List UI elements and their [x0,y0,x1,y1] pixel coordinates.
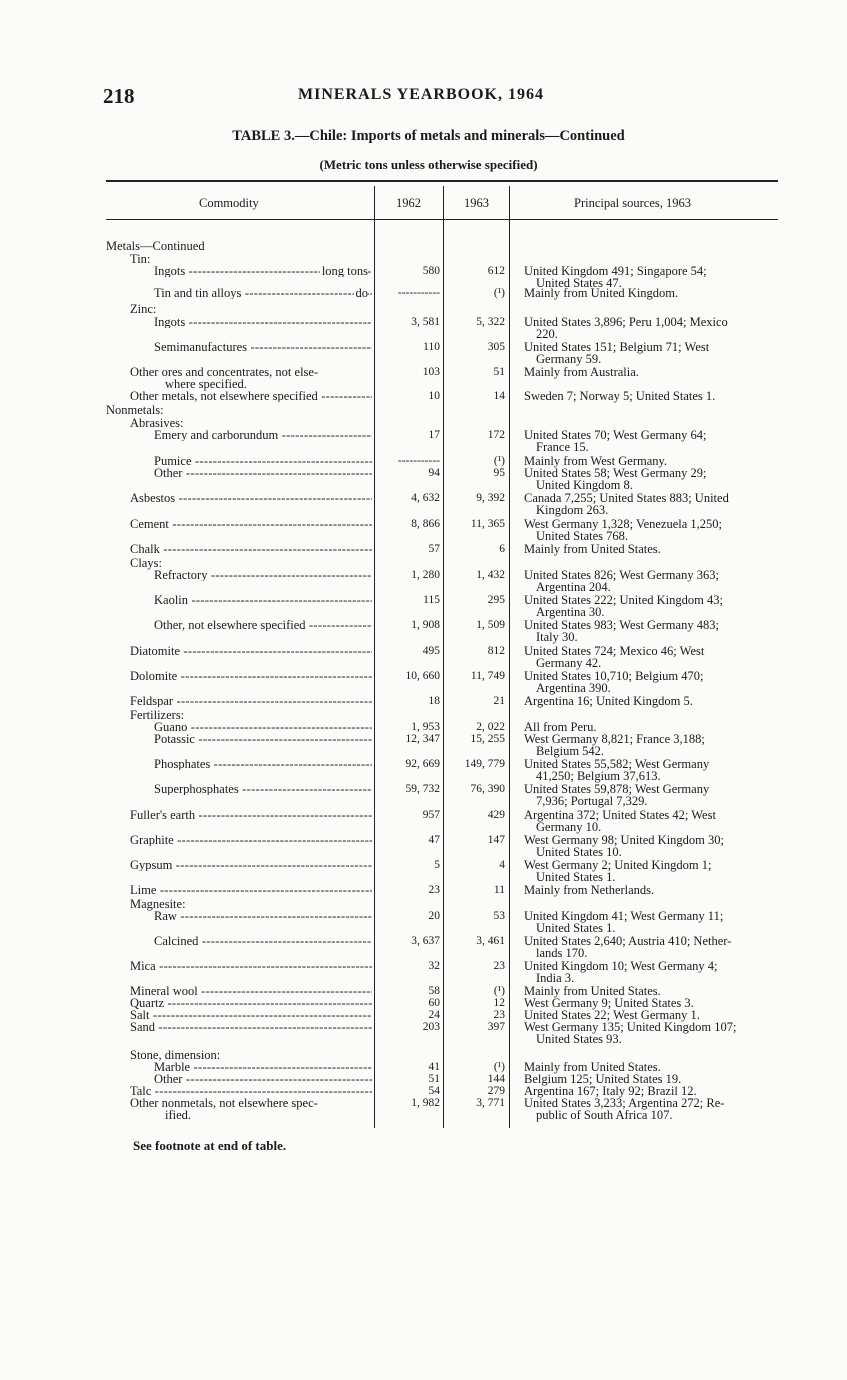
value-1962: 18 [428,695,440,707]
commodity-label: Quartz ----- [130,997,372,1009]
value-1963: 305 [487,341,505,353]
principal-sources [524,910,784,934]
value-1963: 6 [499,543,505,555]
commodity-label: Sand ----- [130,1021,372,1033]
value-1962: 3, 637 [411,935,440,947]
value-1962: 1, 982 [411,1097,440,1109]
source-line: Mainly from West Germany. [524,454,668,468]
source-line: 220. [536,327,558,341]
source-line: Mainly from United States. [524,1060,661,1074]
source-line: Germany 42. [536,656,602,670]
table-subtitle: (Metric tons unless otherwise specified) [319,157,538,172]
source-line: West Germany 98; United Kingdom 30; [524,833,725,847]
principal-sources [524,809,784,833]
commodity-label: Calcined ----- [154,935,372,947]
commodity-label: Diatomite ----- [130,645,372,657]
principal-sources [524,733,784,757]
column-divider [374,186,375,1128]
commodity-label: Ingots long tons ----- [154,265,372,277]
commodity-label: Salt ----- [130,1009,372,1021]
value-1962: 110 [423,341,440,353]
commodity-label: Lime ----- [130,884,372,896]
principal-sources [524,645,784,669]
source-line: Mainly from Netherlands. [524,883,655,897]
value-1963: (¹) [493,1061,505,1073]
column-divider [443,186,444,1128]
principal-sources [524,859,784,883]
value-1963: 95 [493,467,505,479]
commodity-label: Semimanufactures ----- [154,341,372,353]
principal-sources [524,287,784,299]
source-line: United States 151; Belgium 71; West [524,340,710,354]
commodity-label: ified. [165,1108,192,1122]
value-1962: 103 [422,366,440,378]
value-1962: 115 [423,594,440,606]
value-1962: 495 [422,645,440,657]
commodity-label: Fertilizers: [130,708,185,722]
commodity-label: Nonmetals: [106,403,164,417]
source-line: United Kingdom 10; West Germany 4; [524,959,718,973]
value-1963: 51 [493,366,505,378]
value-1962: 92, 669 [405,758,440,770]
value-1962: 57 [428,543,440,555]
value-1962: 10, 660 [405,670,440,682]
principal-sources [524,467,784,491]
value-1962: 4, 632 [411,492,440,504]
value-1962: 1, 280 [411,569,440,581]
principal-sources [524,492,784,516]
principal-sources [524,935,784,959]
value-1962: 94 [428,467,440,479]
commodity-label: Refractory ----- [154,569,372,581]
principal-sources [524,960,784,984]
commodity-label: Superphosphates ----- [154,783,372,795]
commodity-label: Mica ----- [130,960,372,972]
value-1962: 23 [428,884,440,896]
commodity-label: Graphite ----- [130,834,372,846]
source-line: Sweden 7; Norway 5; United States 1. [524,389,716,403]
source-line: Belgium 125; United States 19. [524,1072,682,1086]
source-line: United Kingdom 41; West Germany 11; [524,909,724,923]
source-line: India 3. [536,971,575,985]
footnote-reference: See footnote at end of table. [133,1138,287,1153]
principal-sources [524,316,784,340]
source-line: United States 1. [536,870,616,884]
value-1963: 14 [493,390,505,402]
source-line: West Germany 1,328; Venezuela 1,250; [524,517,723,531]
value-1962: ----------- [397,455,440,467]
commodity-label: Ingots ----- [154,316,372,328]
value-1963: 295 [487,594,505,606]
column-divider [509,186,510,1128]
source-line: West Germany 135; United Kingdom 107; [524,1020,737,1034]
source-line: Germany 59. [536,352,602,366]
principal-sources [524,569,784,593]
source-line: United States 724; Mexico 46; West [524,644,705,658]
source-line: United States 983; West Germany 483; [524,618,719,632]
source-line: France 15. [536,440,589,454]
principal-sources [524,695,784,707]
value-1963: 1, 432 [476,569,505,581]
value-1962: 1, 908 [411,619,440,631]
source-line: United States 47. [536,276,622,290]
header-1962: 1962 [396,196,421,210]
source-line: Argentina 204. [536,580,611,594]
principal-sources [524,366,784,378]
value-1963: (¹) [493,985,505,997]
principal-sources [524,670,784,694]
unit-label: do [355,287,368,299]
commodity-label: Other ores and concentrates, not else- [130,365,319,379]
value-1963: 23 [493,1009,505,1021]
value-1962: 10 [428,390,440,402]
value-1962: 60 [428,997,440,1009]
source-line: United States 2,640; Austria 410; Nether- [524,934,732,948]
value-1962: 957 [422,809,440,821]
commodity-label: Asbestos ----- [130,492,372,504]
principal-sources [524,390,784,402]
source-line: United States 10,710; Belgium 470; [524,669,704,683]
value-1963: 279 [487,1085,505,1097]
commodity-label: Other metals, not elsewhere specified ----- [130,390,372,402]
commodity-label: Feldspar ----- [130,695,372,707]
source-line: United States 59,878; West Germany [524,782,710,796]
page-number: 218 [103,84,135,108]
principal-sources [524,594,784,618]
source-line: United States 55,582; West Germany [524,757,710,771]
source-line: 7,936; Portugal 7,329. [536,794,648,808]
commodity-label: Other, not elsewhere specified ----- [154,619,372,631]
value-1963: 147 [487,834,505,846]
source-line: Germany 10. [536,820,602,834]
source-line: Argentina 372; United States 42; West [524,808,716,822]
source-line: West Germany 2; United Kingdom 1; [524,858,712,872]
value-1963: 429 [487,809,505,821]
source-line: Kingdom 263. [536,503,609,517]
value-1963: 11, 749 [470,670,505,682]
value-1962: 12, 347 [405,733,440,745]
source-line: United States 22; West Germany 1. [524,1008,700,1022]
source-line: United States 70; West Germany 64; [524,428,707,442]
value-1962: 580 [422,265,440,277]
value-1962: 24 [428,1009,440,1021]
value-1963: 172 [487,429,505,441]
principal-sources [524,429,784,453]
value-1963: 3, 461 [476,935,505,947]
value-1962: 203 [422,1021,440,1033]
value-1963: 144 [487,1073,505,1085]
value-1963: 1, 509 [476,619,505,631]
source-line: Canada 7,255; United States 883; United [524,491,729,505]
value-1962: 8, 866 [411,518,440,530]
source-line: Argentina 167; Italy 92; Brazil 12. [524,1084,697,1098]
source-line: Mainly from United States. [524,984,661,998]
commodity-label: Guano ----- [154,721,372,733]
value-1962: 47 [428,834,440,846]
value-1962: 59, 732 [405,783,440,795]
principal-sources [524,1097,784,1121]
commodity-label: where specified. [165,377,247,391]
value-1963: 5, 322 [476,316,505,328]
source-line: United States 1. [536,921,616,935]
source-line: Argentina 30. [536,605,605,619]
source-line: United States 222; United Kingdom 43; [524,593,723,607]
commodity-label: Abrasives: [130,416,184,430]
source-line: lands 170. [536,946,588,960]
principal-sources [524,758,784,782]
commodity-label: Marble ----- [154,1061,372,1073]
source-line: United States 3,233; Argentina 272; Re- [524,1096,725,1110]
principal-sources [524,783,784,807]
source-line: All from Peru. [524,720,597,734]
commodity-label: Chalk ----- [130,543,372,555]
value-1962: 5 [434,859,440,871]
source-line: Mainly from Australia. [524,365,639,379]
value-1963: 812 [487,645,505,657]
value-1962: 20 [428,910,440,922]
principal-sources [524,543,784,555]
value-1962: ----------- [397,287,440,299]
value-1963: (¹) [493,455,505,467]
value-1962: 51 [428,1073,440,1085]
value-1963: 11 [493,884,505,896]
value-1963: 11, 365 [470,518,505,530]
value-1962: 1, 953 [411,721,440,733]
source-line: United States 93. [536,1032,622,1046]
commodity-label: Clays: [130,556,162,570]
commodity-label: Tin: [130,252,151,266]
commodity-label: Other ----- [154,467,372,479]
source-line: United States 58; West Germany 29; [524,466,707,480]
source-line: Argentina 390. [536,681,611,695]
value-1963: 612 [487,265,505,277]
principal-sources [524,1021,784,1045]
commodity-label: Other nonmetals, not elsewhere spec- [130,1096,318,1110]
commodity-label: Talc ----- [130,1085,372,1097]
value-1962: 58 [428,985,440,997]
principal-sources [524,884,784,896]
source-line: United Kingdom 8. [536,478,633,492]
source-line: Belgium 542. [536,744,605,758]
commodity-label: Mineral wool ----- [130,985,372,997]
value-1963: 53 [493,910,505,922]
value-1963: 3, 771 [476,1097,505,1109]
commodity-label: Zinc: [130,302,157,316]
unit-label: long tons [321,265,368,277]
source-line: United States 3,896; Peru 1,004; Mexico [524,315,728,329]
header-1963: 1963 [464,196,489,210]
commodity-label: Gypsum ----- [130,859,372,871]
principal-sources [524,341,784,365]
commodity-label: Cement ----- [130,518,372,530]
commodity-label: Pumice ----- [154,455,372,467]
value-1963: 15, 255 [470,733,505,745]
value-1963: 21 [493,695,505,707]
source-line: 41,250; Belgium 37,613. [536,769,661,783]
commodity-label: Other ----- [154,1073,372,1085]
value-1963: 12 [493,997,505,1009]
header-commodity: Commodity [199,196,259,210]
value-1963: 9, 392 [476,492,505,504]
principal-sources [524,518,784,542]
source-line: Argentina 16; United Kingdom 5. [524,694,693,708]
value-1962: 17 [428,429,440,441]
value-1963: 4 [499,859,505,871]
source-line: West Germany 8,821; France 3,188; [524,732,705,746]
value-1963: 76, 390 [470,783,505,795]
commodity-label: Dolomite ----- [130,670,372,682]
value-1963: 2, 022 [476,721,505,733]
source-line: United States 826; West Germany 363; [524,568,719,582]
value-1963: 397 [487,1021,505,1033]
source-line: United States 768. [536,529,629,543]
header-bottom-rule [106,219,778,220]
commodity-label: Fuller's earth ----- [130,809,372,821]
source-line: Mainly from United States. [524,542,661,556]
source-line: West Germany 9; United States 3. [524,996,694,1010]
table-top-rule [106,180,778,182]
source-line: Mainly from United Kingdom. [524,286,679,300]
commodity-label: Raw ----- [154,910,372,922]
value-1963: 149, 779 [464,758,505,770]
commodity-label: Tin and tin alloys do ----- [154,287,372,299]
source-line: United States 10. [536,845,622,859]
source-line: public of South Africa 107. [536,1108,673,1122]
commodity-label: Metals—Continued [106,239,205,253]
principal-sources [524,619,784,643]
commodity-label: Magnesite: [130,897,186,911]
value-1963: 23 [493,960,505,972]
principal-sources [524,834,784,858]
commodity-label: Emery and carborundum ----- [154,429,372,441]
value-1962: 3, 581 [411,316,440,328]
value-1962: 54 [428,1085,440,1097]
value-1962: 41 [428,1061,440,1073]
header-principal-sources: Principal sources, 1963 [574,196,691,210]
commodity-label: Potassic ----- [154,733,372,745]
source-line: Italy 30. [536,630,578,644]
commodity-label: Stone, dimension: [130,1048,221,1062]
value-1962: 32 [428,960,440,972]
value-1963: (¹) [493,287,505,299]
commodity-label: Phosphates ----- [154,758,372,770]
source-line: United Kingdom 491; Singapore 54; [524,264,707,278]
commodity-label: Kaolin ----- [154,594,372,606]
table-title: TABLE 3.—Chile: Imports of metals and minerals—Continued [232,128,625,144]
running-title: MINERALS YEARBOOK, 1964 [298,86,544,103]
